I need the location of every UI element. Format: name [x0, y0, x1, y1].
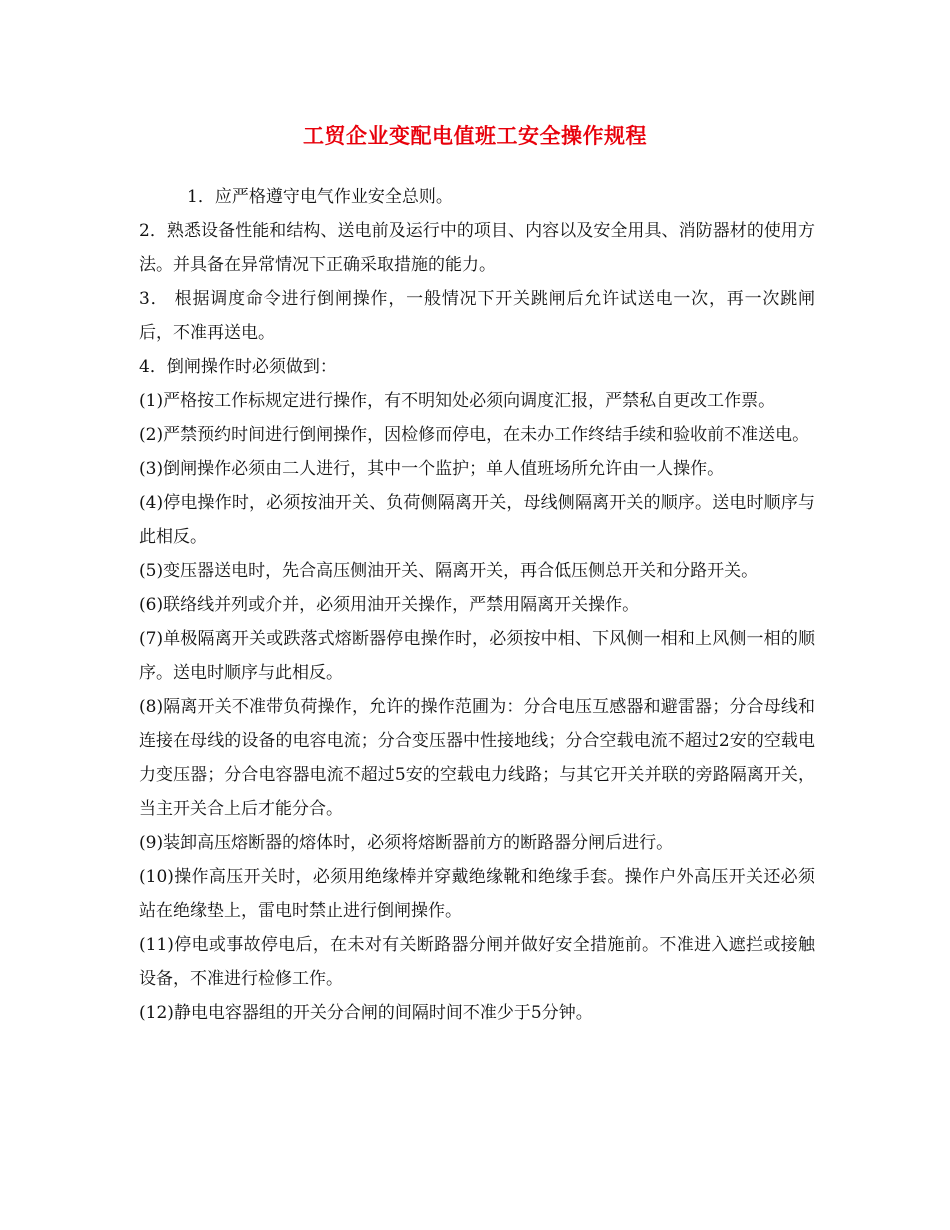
list-item-12: (12)静电电容器组的开关分合闸的间隔时间不准少于5分钟。	[139, 1003, 593, 1023]
list-item-10: (10)操作高压开关时，必须用绝缘棒并穿戴绝缘靴和绝缘手套。操作户外高压开关还必须站在绝缘垫上，雷电时禁止进行倒闸操作。	[139, 867, 815, 921]
list-item-5: (5)变压器送电时，先合高压侧油开关、隔离开关，再合低压侧总开关和分路开关。	[139, 561, 759, 581]
list-item-3: (3)倒闸操作必须由二人进行，其中一个监护；单人值班场所允许由一人操作。	[139, 459, 725, 479]
document-title: 工贸企业变配电值班工安全操作规程	[303, 124, 647, 148]
list-item-4: (4)停电操作时，必须按油开关、负荷侧隔离开关，母线侧隔离开关的顺序。送电时顺序与此相反。	[139, 493, 815, 547]
document-body	[139, 180, 815, 1030]
list-item-6: (6)联络线并列或介并，必须用油开关操作，严禁用隔离开关操作。	[139, 595, 640, 615]
paragraph-2: 2．熟悉设备性能和结构、送电前及运行中的项目、内容以及安全用具、消防器材的使用方法。并具备在异常情况下正确采取措施的能力。	[139, 221, 815, 275]
list-item-8: (8)隔离开关不准带负荷操作，允许的操作范圃为：分合电压互感器和避雷器；分合母线和连接在母线的设备的电容电流；分合变压器中性接地线；分合空载电流不超过2安的空载电力变压器；分合电容器电流不超过5安的空载电力线路；与其它开关并联的旁路隔离开关，当主开关合上后才能分合。	[139, 697, 815, 819]
paragraph-4: 4．倒闸操作时必须做到：	[139, 357, 337, 377]
paragraph-1: 1．应严格遵守电气作业安全总则。	[187, 187, 453, 207]
list-item-7: (7)单极隔离开关或跌落式熔断器停电操作时，必须按中相、下风侧一相和上风侧一相的顺序。送电时顺序与此相反。	[139, 629, 815, 683]
list-item-11: (11)停电或事故停电后，在未对有关断路器分闸并做好安全措施前。不准进入遮拦或接触设备，不准进行检修工作。	[139, 935, 815, 989]
paragraph-3: 3． 根据调度命令进行倒闸操作，一般情况下开关跳闸后允许试送电一次，再一次跳闸后，不准再送电。	[139, 289, 815, 343]
list-item-2: (2)严禁预约时间进行倒闸操作，因检修而停电，在未办工作终结手续和验收前不准送电。	[139, 425, 810, 445]
list-item-9: (9)装卸高压熔断器的熔体时，必须将熔断器前方的断路器分闸后进行。	[139, 833, 674, 853]
list-item-1: (1)严格按工作标规定进行操作，有不明知处必须向调度汇报，严禁私自更改工作票。	[139, 391, 776, 411]
